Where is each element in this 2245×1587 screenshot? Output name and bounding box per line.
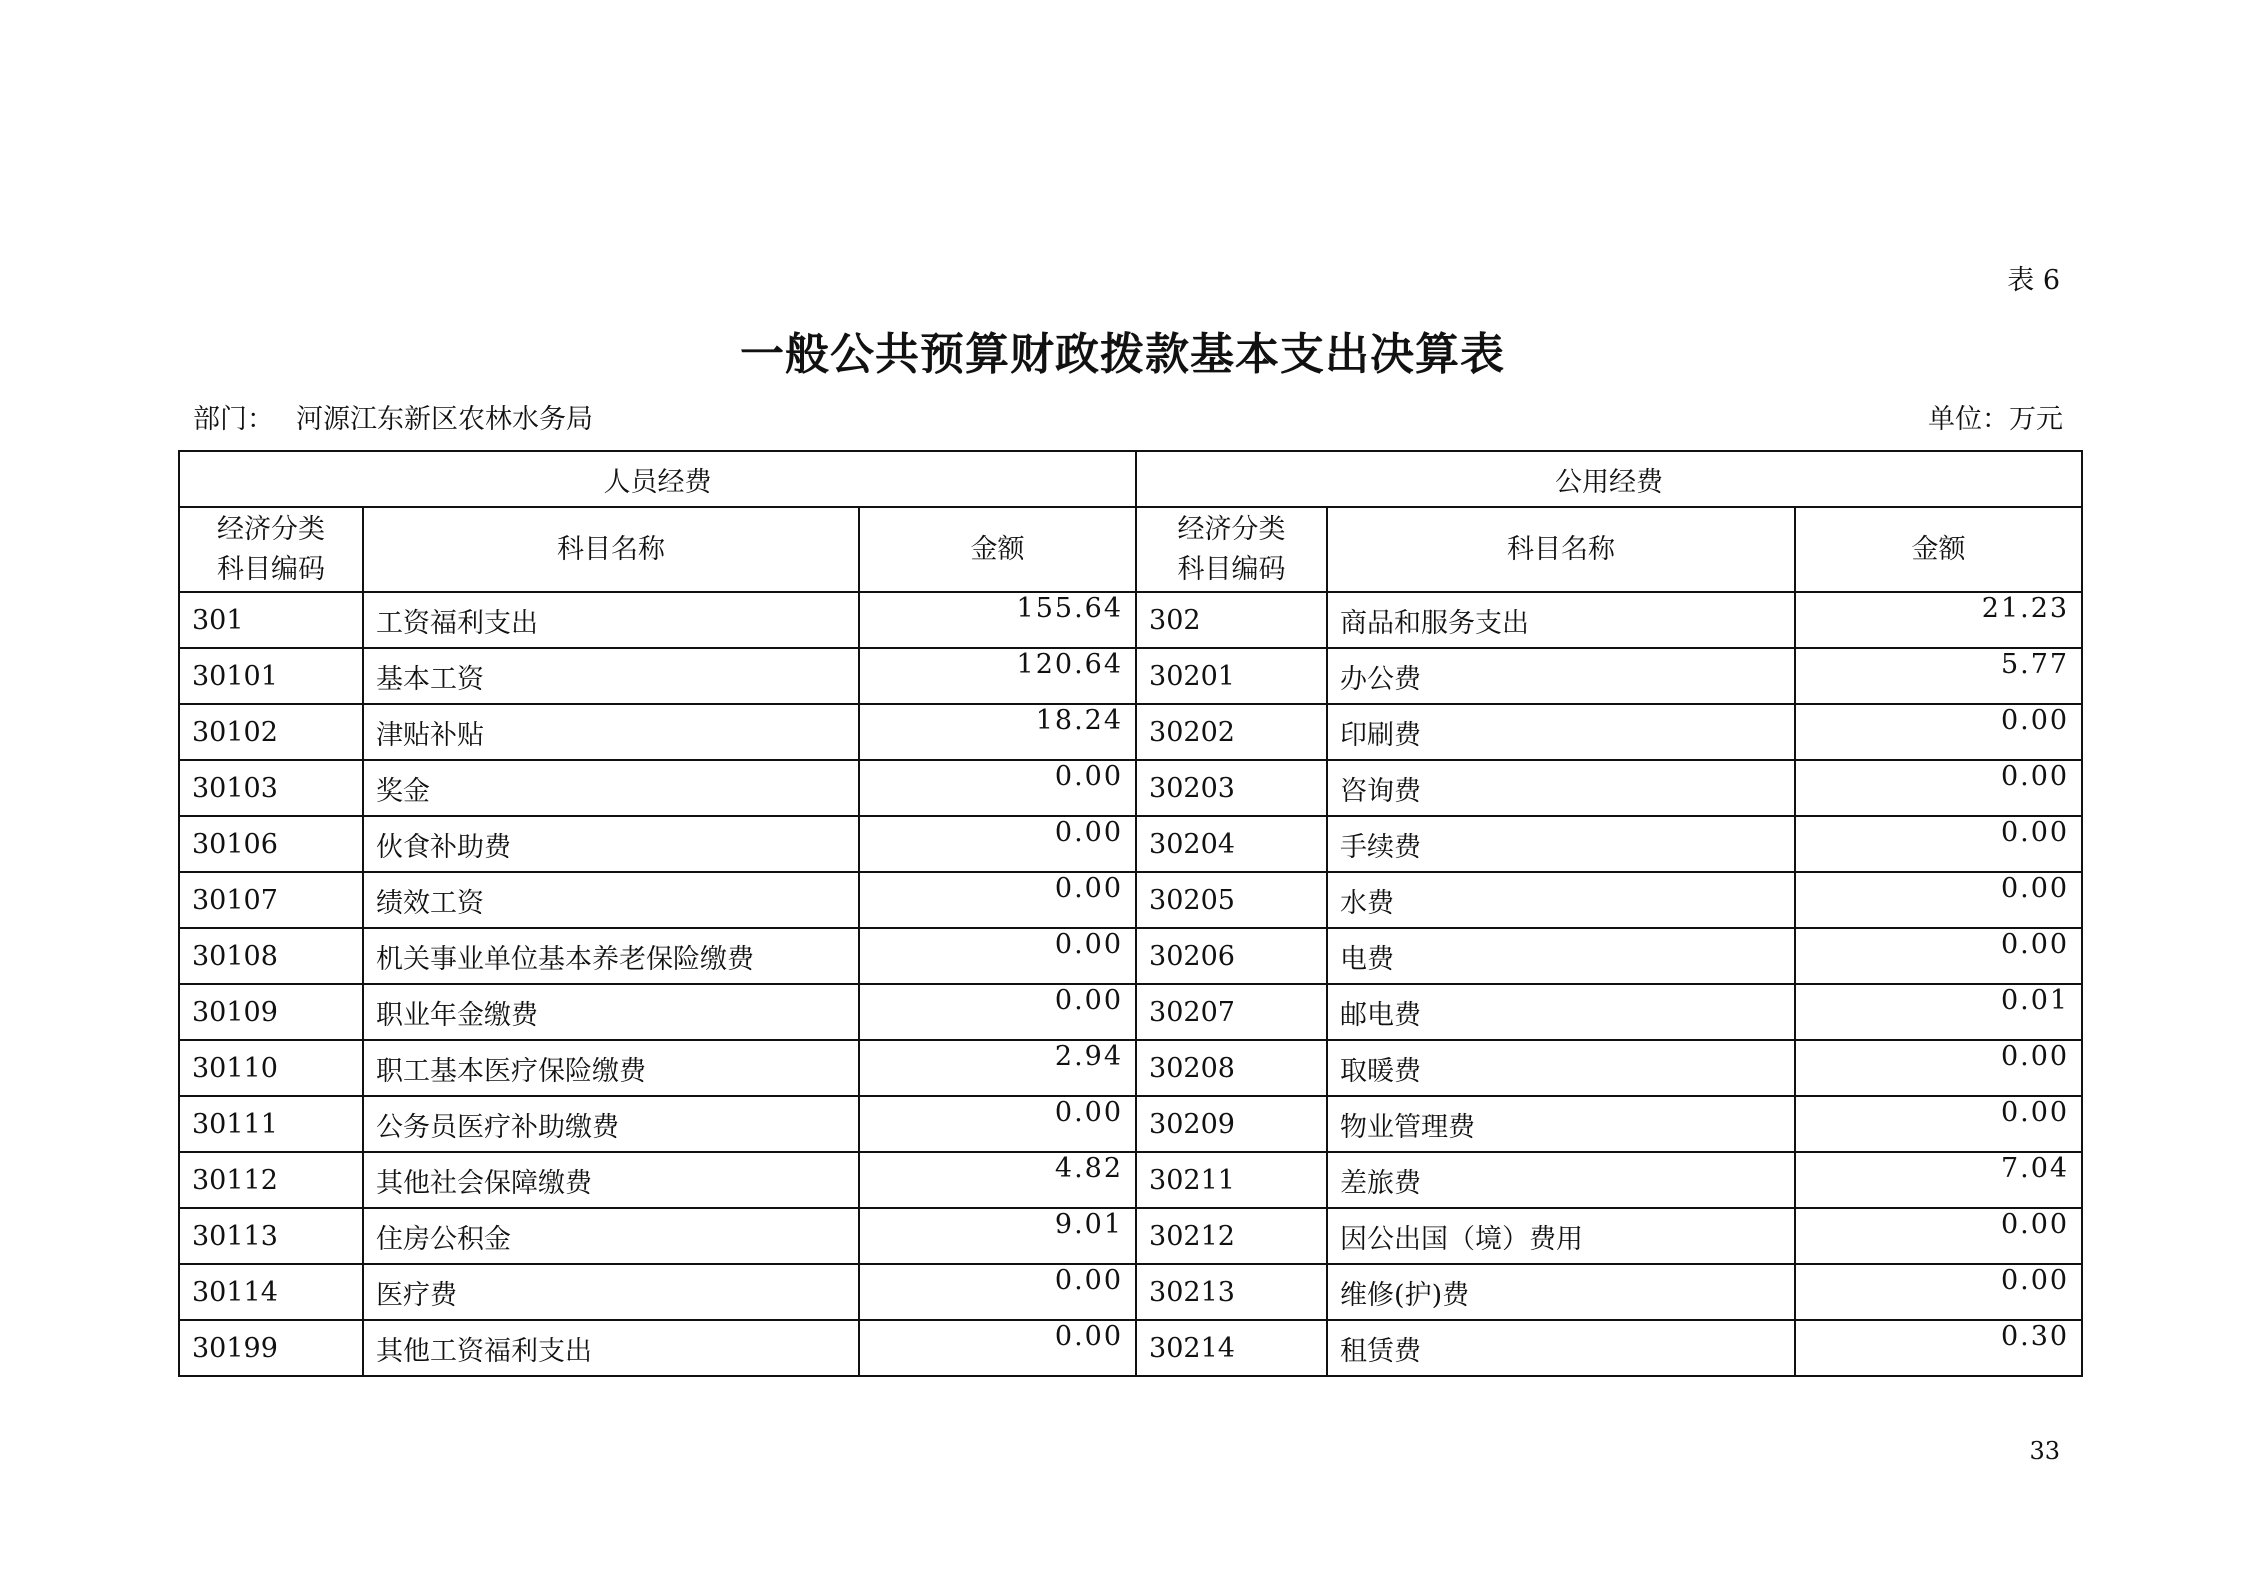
left-code-cell: 30107: [179, 872, 363, 928]
right-name-cell: 电费: [1327, 928, 1795, 984]
left-amount-cell: 9.01: [859, 1208, 1136, 1264]
left-name-cell: 其他工资福利支出: [363, 1320, 859, 1376]
right-name-cell: 手续费: [1327, 816, 1795, 872]
right-code-cell: 30202: [1136, 704, 1327, 760]
right-name-cell: 咨询费: [1327, 760, 1795, 816]
column-header-code-line1: 经济分类: [217, 513, 325, 545]
column-header-code-line1: 经济分类: [1177, 513, 1286, 545]
right-code-cell: 30211: [1136, 1152, 1327, 1208]
table-row: [179, 1208, 2082, 1264]
budget-table: [178, 450, 2083, 1377]
left-code-cell: 30101: [179, 648, 363, 704]
left-amount-cell: 0.00: [859, 928, 1136, 984]
right-name-cell: 办公费: [1327, 648, 1795, 704]
column-header-code-right: [1136, 507, 1327, 592]
left-code-cell: 30108: [179, 928, 363, 984]
table-row: [179, 760, 2082, 816]
left-name-cell: 其他社会保障缴费: [363, 1152, 859, 1208]
left-amount-cell: 155.64: [859, 592, 1136, 648]
left-code-cell: 30114: [179, 1264, 363, 1320]
right-code-cell: 30209: [1136, 1096, 1327, 1152]
right-code-cell: 30201: [1136, 648, 1327, 704]
table-row: [179, 928, 2082, 984]
left-amount-cell: 0.00: [859, 760, 1136, 816]
left-amount-cell: 18.24: [859, 704, 1136, 760]
left-amount-cell: 0.00: [859, 984, 1136, 1040]
table-row: [179, 1320, 2082, 1376]
right-amount-cell: 0.01: [1795, 984, 2082, 1040]
right-amount-cell: 0.00: [1795, 928, 2082, 984]
column-header-name-right: 科目名称: [1327, 507, 1795, 592]
right-amount-cell: 0.00: [1795, 816, 2082, 872]
left-name-cell: 公务员医疗补助缴费: [363, 1096, 859, 1152]
table-row: [179, 592, 2082, 648]
right-amount-cell: 0.30: [1795, 1320, 2082, 1376]
left-code-cell: 30103: [179, 760, 363, 816]
left-code-cell: 30102: [179, 704, 363, 760]
column-header-code-line2: 科目编码: [1177, 553, 1286, 585]
right-code-cell: 30208: [1136, 1040, 1327, 1096]
table-row: [179, 984, 2082, 1040]
left-amount-cell: 4.82: [859, 1152, 1136, 1208]
department-value: 河源江东新区农林水务局: [296, 404, 593, 435]
left-name-cell: 基本工资: [363, 648, 859, 704]
right-amount-cell: 7.04: [1795, 1152, 2082, 1208]
right-code-cell: 30207: [1136, 984, 1327, 1040]
left-name-cell: 奖金: [363, 760, 859, 816]
right-name-cell: 租赁费: [1327, 1320, 1795, 1376]
right-amount-cell: 0.00: [1795, 704, 2082, 760]
left-code-cell: 30109: [179, 984, 363, 1040]
left-code-cell: 30111: [179, 1096, 363, 1152]
table-row: [179, 1152, 2082, 1208]
right-name-cell: 印刷费: [1327, 704, 1795, 760]
left-code-cell: 30113: [179, 1208, 363, 1264]
table-row: [179, 1040, 2082, 1096]
left-name-cell: 职业年金缴费: [363, 984, 859, 1040]
department-line: [193, 397, 593, 436]
column-header-name-left: 科目名称: [363, 507, 859, 592]
left-code-cell: 30199: [179, 1320, 363, 1376]
left-code-cell: 301: [179, 592, 363, 648]
table-row: [179, 872, 2082, 928]
left-amount-cell: 120.64: [859, 648, 1136, 704]
right-name-cell: 水费: [1327, 872, 1795, 928]
left-amount-cell: 0.00: [859, 1096, 1136, 1152]
right-amount-cell: 0.00: [1795, 760, 2082, 816]
left-name-cell: 住房公积金: [363, 1208, 859, 1264]
left-name-cell: 津贴补贴: [363, 704, 859, 760]
left-name-cell: 绩效工资: [363, 872, 859, 928]
left-amount-cell: 0.00: [859, 872, 1136, 928]
left-amount-cell: 0.00: [859, 1320, 1136, 1376]
page-number: 33: [2029, 1437, 2060, 1465]
right-code-cell: 302: [1136, 592, 1327, 648]
right-code-cell: 30204: [1136, 816, 1327, 872]
department-label: 部门：: [193, 404, 274, 435]
right-name-cell: 因公出国（境）费用: [1327, 1208, 1795, 1264]
right-name-cell: 邮电费: [1327, 984, 1795, 1040]
right-amount-cell: 0.00: [1795, 872, 2082, 928]
right-amount-cell: 21.23: [1795, 592, 2082, 648]
group-header-row: [179, 451, 2082, 507]
left-amount-cell: 0.00: [859, 1264, 1136, 1320]
right-name-cell: 差旅费: [1327, 1152, 1795, 1208]
left-amount-cell: 2.94: [859, 1040, 1136, 1096]
unit-label: 单位：万元: [1928, 404, 2063, 435]
left-name-cell: 工资福利支出: [363, 592, 859, 648]
left-name-cell: 伙食补助费: [363, 816, 859, 872]
table-number: 表 6: [2007, 265, 2060, 296]
left-name-cell: 医疗费: [363, 1264, 859, 1320]
right-name-cell: 物业管理费: [1327, 1096, 1795, 1152]
right-amount-cell: 0.00: [1795, 1096, 2082, 1152]
right-amount-cell: 0.00: [1795, 1040, 2082, 1096]
left-code-cell: 30110: [179, 1040, 363, 1096]
table-row: [179, 648, 2082, 704]
right-code-cell: 30206: [1136, 928, 1327, 984]
table-row: [179, 704, 2082, 760]
right-name-cell: 商品和服务支出: [1327, 592, 1795, 648]
table-row: [179, 1096, 2082, 1152]
right-amount-cell: 5.77: [1795, 648, 2082, 704]
left-name-cell: 机关事业单位基本养老保险缴费: [363, 928, 859, 984]
right-amount-cell: 0.00: [1795, 1264, 2082, 1320]
right-code-cell: 30212: [1136, 1208, 1327, 1264]
column-header-amount-right: 金额: [1795, 507, 2082, 592]
right-code-cell: 30214: [1136, 1320, 1327, 1376]
column-header-code-left: [179, 507, 363, 592]
column-header-row: [179, 507, 2082, 592]
right-amount-cell: 0.00: [1795, 1208, 2082, 1264]
table-body: [179, 592, 2082, 1376]
left-code-cell: 30112: [179, 1152, 363, 1208]
column-header-amount-left: 金额: [859, 507, 1136, 592]
left-amount-cell: 0.00: [859, 816, 1136, 872]
table-row: [179, 1264, 2082, 1320]
group-header-public: 公用经费: [1136, 451, 2082, 507]
right-name-cell: 维修(护)费: [1327, 1264, 1795, 1320]
right-code-cell: 30205: [1136, 872, 1327, 928]
page-title: 一般公共预算财政拨款基本支出决算表: [740, 329, 1505, 380]
left-code-cell: 30106: [179, 816, 363, 872]
table-row: [179, 816, 2082, 872]
right-name-cell: 取暖费: [1327, 1040, 1795, 1096]
right-code-cell: 30203: [1136, 760, 1327, 816]
right-code-cell: 30213: [1136, 1264, 1327, 1320]
column-header-code-line2: 科目编码: [217, 553, 325, 585]
group-header-personnel: 人员经费: [179, 451, 1136, 507]
left-name-cell: 职工基本医疗保险缴费: [363, 1040, 859, 1096]
